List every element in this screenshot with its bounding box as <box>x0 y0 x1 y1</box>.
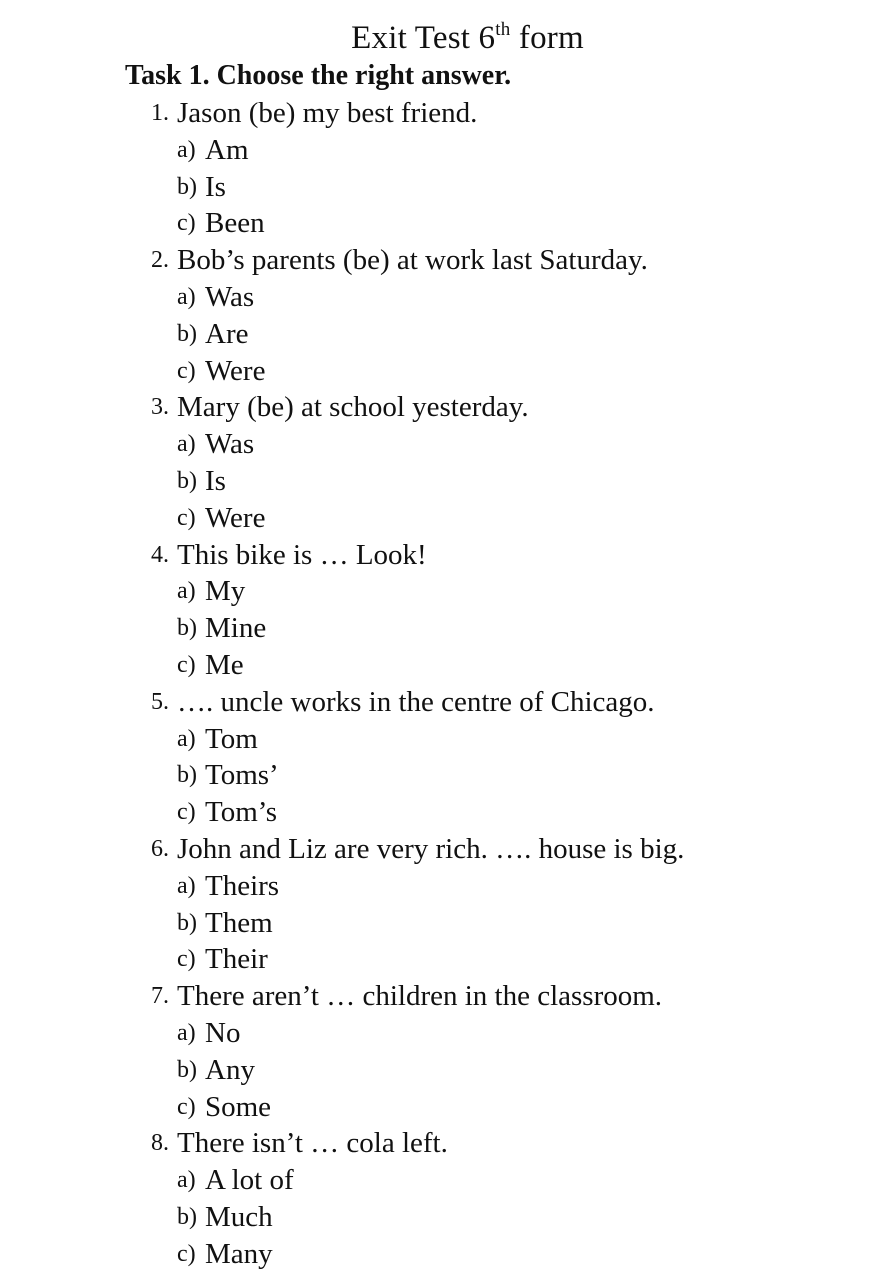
option-text: A lot of <box>205 1164 294 1197</box>
answer-option <box>0 1015 875 1052</box>
question-line <box>0 978 875 1015</box>
option-letter: a) <box>177 872 196 899</box>
title-superscript: th <box>495 19 511 40</box>
option-letter: c) <box>177 1093 196 1120</box>
option-letter: a) <box>177 1167 196 1194</box>
answer-option <box>0 1199 875 1236</box>
question-text: Jason (be) my best friend. <box>177 97 478 129</box>
question-item <box>0 684 875 831</box>
question-line <box>0 95 875 132</box>
option-text: Were <box>205 354 266 387</box>
question-text: This bike is … Look! <box>177 538 427 571</box>
question-item <box>0 978 875 1125</box>
cut-off-text-line <box>150 1274 610 1280</box>
option-letter: b) <box>177 1056 197 1083</box>
question-number: 4. <box>151 541 169 568</box>
answer-options <box>0 1015 875 1125</box>
option-letter: a) <box>177 431 196 458</box>
option-letter: b) <box>177 615 197 642</box>
question-number: 1. <box>151 100 169 126</box>
question-number: 8. <box>151 1130 169 1157</box>
option-text: Some <box>205 1090 272 1123</box>
option-letter: c) <box>177 504 196 531</box>
option-letter: a) <box>177 578 196 605</box>
answer-option <box>0 941 875 978</box>
option-text: Is <box>205 464 226 497</box>
answer-option <box>0 868 875 905</box>
option-letter: b) <box>177 1203 197 1230</box>
question-item <box>0 831 875 978</box>
option-text: Much <box>205 1200 273 1233</box>
answer-options <box>0 868 875 978</box>
question-number: 7. <box>151 983 169 1010</box>
question-line <box>0 242 875 279</box>
answer-option <box>0 500 875 537</box>
question-text: …. uncle works in the centre of Chicago. <box>177 685 655 718</box>
option-text: Theirs <box>205 869 280 902</box>
option-letter: c) <box>177 210 196 237</box>
task-heading: Task 1. Choose the right answer. <box>125 60 512 91</box>
option-text: Many <box>205 1237 273 1270</box>
answer-option <box>0 1052 875 1089</box>
question-text: John and Liz are very rich. …. house is big. <box>177 832 685 865</box>
answer-option <box>0 757 875 794</box>
option-letter: c) <box>177 1240 196 1267</box>
answer-option <box>0 721 875 758</box>
question-text: There aren’t … children in the classroom. <box>177 980 663 1013</box>
question-number: 5. <box>151 688 169 715</box>
option-text: Is <box>205 170 226 203</box>
option-text: No <box>205 1016 241 1049</box>
option-text: Tom <box>205 722 258 755</box>
answer-option <box>0 205 875 242</box>
title-end: form <box>510 20 584 56</box>
answer-options <box>0 573 875 683</box>
option-text: Mine <box>205 612 267 645</box>
answer-option <box>0 316 875 353</box>
option-text: My <box>205 575 246 608</box>
answer-options <box>0 132 875 242</box>
option-text: Are <box>205 317 249 350</box>
answer-option <box>0 169 875 206</box>
option-letter: b) <box>177 762 197 789</box>
question-number: 3. <box>151 394 169 421</box>
option-text: Any <box>205 1053 255 1086</box>
question-item <box>0 389 875 536</box>
option-letter: a) <box>177 1019 196 1046</box>
option-text: Tom’s <box>205 796 278 829</box>
question-line <box>0 1125 875 1162</box>
option-letter: a) <box>177 725 196 752</box>
option-letter: b) <box>177 467 197 494</box>
question-number: 6. <box>151 835 169 862</box>
question-line <box>0 831 875 868</box>
option-text: Them <box>205 906 273 939</box>
answer-option <box>0 1089 875 1126</box>
option-letter: a) <box>177 136 196 163</box>
option-letter: c) <box>177 651 196 678</box>
option-text: Me <box>205 648 244 681</box>
option-text: Were <box>205 501 266 534</box>
option-text: Been <box>205 207 265 240</box>
answer-option <box>0 1236 875 1273</box>
page-title <box>0 18 875 58</box>
question-line <box>0 684 875 721</box>
answer-option <box>0 610 875 647</box>
answer-option <box>0 905 875 942</box>
option-letter: b) <box>177 909 197 936</box>
question-list <box>0 95 875 1273</box>
question-item <box>0 1125 875 1272</box>
option-text: Toms’ <box>205 759 279 792</box>
answer-options <box>0 721 875 831</box>
answer-option <box>0 573 875 610</box>
question-line <box>0 389 875 426</box>
option-letter: b) <box>177 320 197 347</box>
answer-option <box>0 426 875 463</box>
question-item <box>0 242 875 389</box>
question-line <box>0 537 875 574</box>
answer-option <box>0 463 875 500</box>
question-item <box>0 537 875 684</box>
answer-option <box>0 279 875 316</box>
answer-option <box>0 1162 875 1199</box>
answer-option <box>0 132 875 169</box>
question-text: There isn’t … cola left. <box>177 1127 448 1160</box>
option-text: Was <box>205 280 255 313</box>
option-letter: c) <box>177 799 196 826</box>
question-item <box>0 95 875 242</box>
answer-option <box>0 794 875 831</box>
question-text: Bob’s parents (be) at work last Saturday. <box>177 244 648 277</box>
answer-options <box>0 1162 875 1272</box>
option-letter: b) <box>177 173 197 200</box>
option-letter: c) <box>177 946 196 973</box>
option-text: Their <box>205 943 268 976</box>
option-text: Am <box>205 133 249 166</box>
answer-option <box>0 353 875 390</box>
answer-options <box>0 426 875 536</box>
title-main: Exit Test 6 <box>351 20 496 56</box>
option-letter: a) <box>177 283 196 310</box>
question-number: 2. <box>151 247 169 274</box>
answer-option <box>0 647 875 684</box>
answer-options <box>0 279 875 389</box>
question-text: Mary (be) at school yesterday. <box>177 391 529 424</box>
option-text: Was <box>205 428 255 461</box>
option-letter: c) <box>177 357 196 384</box>
